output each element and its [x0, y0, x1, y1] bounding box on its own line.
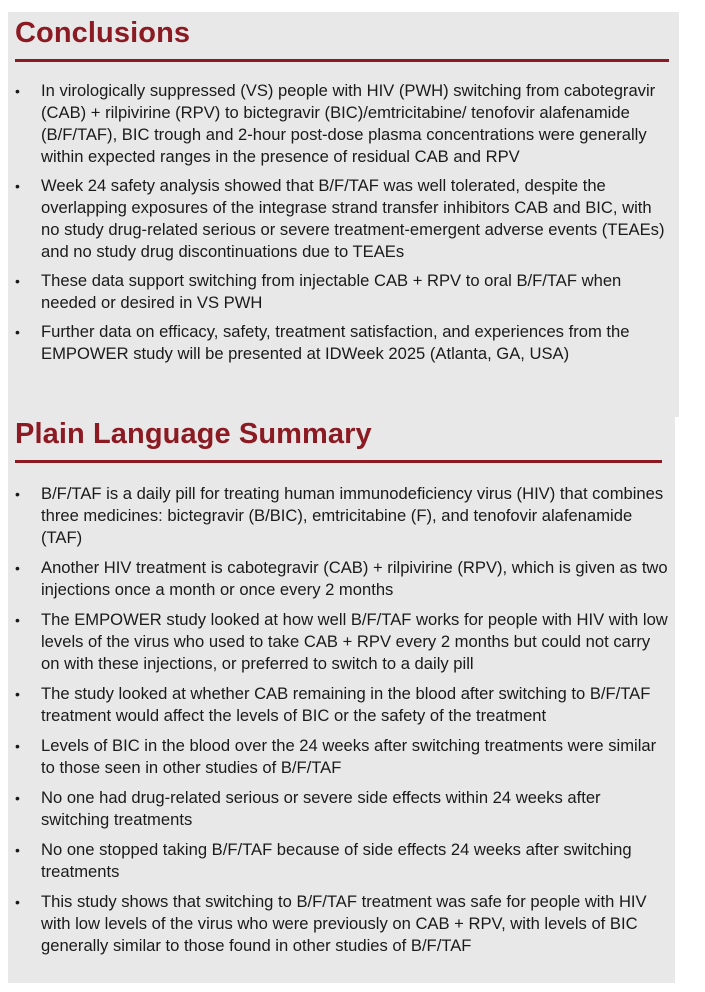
summary-item	[8, 483, 675, 549]
summary-item	[8, 609, 675, 675]
conclusions-item	[8, 270, 679, 314]
summary-item-text: This study shows that switching to B/F/TAF treatment was safe for people with HIV with low levels of the virus who were previously on CAB + RPV, with levels of BIC generally similar to those found in other studies of B/F/TAF	[41, 892, 647, 955]
bullet-icon: •	[15, 486, 20, 502]
bullet-icon: •	[15, 273, 20, 289]
conclusions-item	[8, 321, 679, 365]
plain-language-summary-panel	[8, 417, 675, 983]
summary-item-text: The study looked at whether CAB remaining in the blood after switching to B/F/TAF treatment would affect the levels of BIC or the safety of the treatment	[41, 684, 651, 725]
plain-language-summary-list	[8, 483, 675, 965]
bullet-icon: •	[15, 83, 20, 99]
conclusions-divider	[15, 59, 669, 62]
summary-item-text: The EMPOWER study looked at how well B/F/TAF works for people with HIV with low levels of the virus who used to take CAB + RPV every 2 months but could not carry on with these injections, or preferred to switch to a daily pill	[41, 610, 668, 673]
conclusions-item-text: Further data on efficacy, safety, treatment satisfaction, and experiences from the EMPOWER study will be presented at IDWeek 2025 (Atlanta, GA, USA)	[41, 322, 630, 363]
summary-item	[8, 839, 675, 883]
summary-item-text: Levels of BIC in the blood over the 24 weeks after switching treatments were similar to those seen in other studies of B/F/TAF	[41, 736, 657, 777]
bullet-icon: •	[15, 324, 20, 340]
summary-item-text: B/F/TAF is a daily pill for treating human immunodeficiency virus (HIV) that combines three medicines: bictegravir (B/BIC), emtricitabine (F), and tenofovir alafenamide (TAF)	[41, 484, 664, 547]
plain-language-summary-divider	[15, 460, 662, 463]
summary-item	[8, 683, 675, 727]
summary-item	[8, 787, 675, 831]
summary-item-text: No one stopped taking B/F/TAF because of side effects 24 weeks after switching treatments	[41, 840, 632, 881]
conclusions-item	[8, 175, 679, 263]
bullet-icon: •	[15, 894, 20, 910]
summary-item	[8, 557, 675, 601]
conclusions-item-text: Week 24 safety analysis showed that B/F/TAF was well tolerated, despite the overlapping exposures of the integrase strand transfer inhibitors CAB and BIC, with no study drug-related serious or severe treatment-emergent adverse events (TEAEs) and no study drug discontinuations due to TEAEs	[41, 176, 665, 261]
conclusions-title: Conclusions	[15, 17, 191, 49]
bullet-icon: •	[15, 560, 20, 576]
conclusions-item-text: In virologically suppressed (VS) people with HIV (PWH) switching from cabotegravir (CAB) + rilpivirine (RPV) to bictegravir (BIC)/emtricitabine/ tenofovir alafenamide (B/F/TAF), BIC trough and 2-hour post-dose plasma concentrations were generally within expected ranges in the presence of residual CAB and RPV	[41, 81, 656, 166]
summary-item-text: Another HIV treatment is cabotegravir (CAB) + rilpivirine (RPV), which is given as two injections once a month or once every 2 months	[41, 558, 668, 599]
conclusions-item	[8, 80, 679, 168]
bullet-icon: •	[15, 790, 20, 806]
conclusions-list	[8, 80, 679, 372]
bullet-icon: •	[15, 842, 20, 858]
summary-item	[8, 735, 675, 779]
bullet-icon: •	[15, 178, 20, 194]
bullet-icon: •	[15, 738, 20, 754]
conclusions-panel	[8, 12, 679, 417]
summary-item-text: No one had drug-related serious or severe side effects within 24 weeks after switching treatments	[41, 788, 601, 829]
bullet-icon: •	[15, 686, 20, 702]
bullet-icon: •	[15, 612, 20, 628]
conclusions-item-text: These data support switching from injectable CAB + RPV to oral B/F/TAF when needed or desired in VS PWH	[41, 271, 622, 312]
summary-item	[8, 891, 675, 957]
plain-language-summary-title: Plain Language Summary	[15, 418, 372, 450]
